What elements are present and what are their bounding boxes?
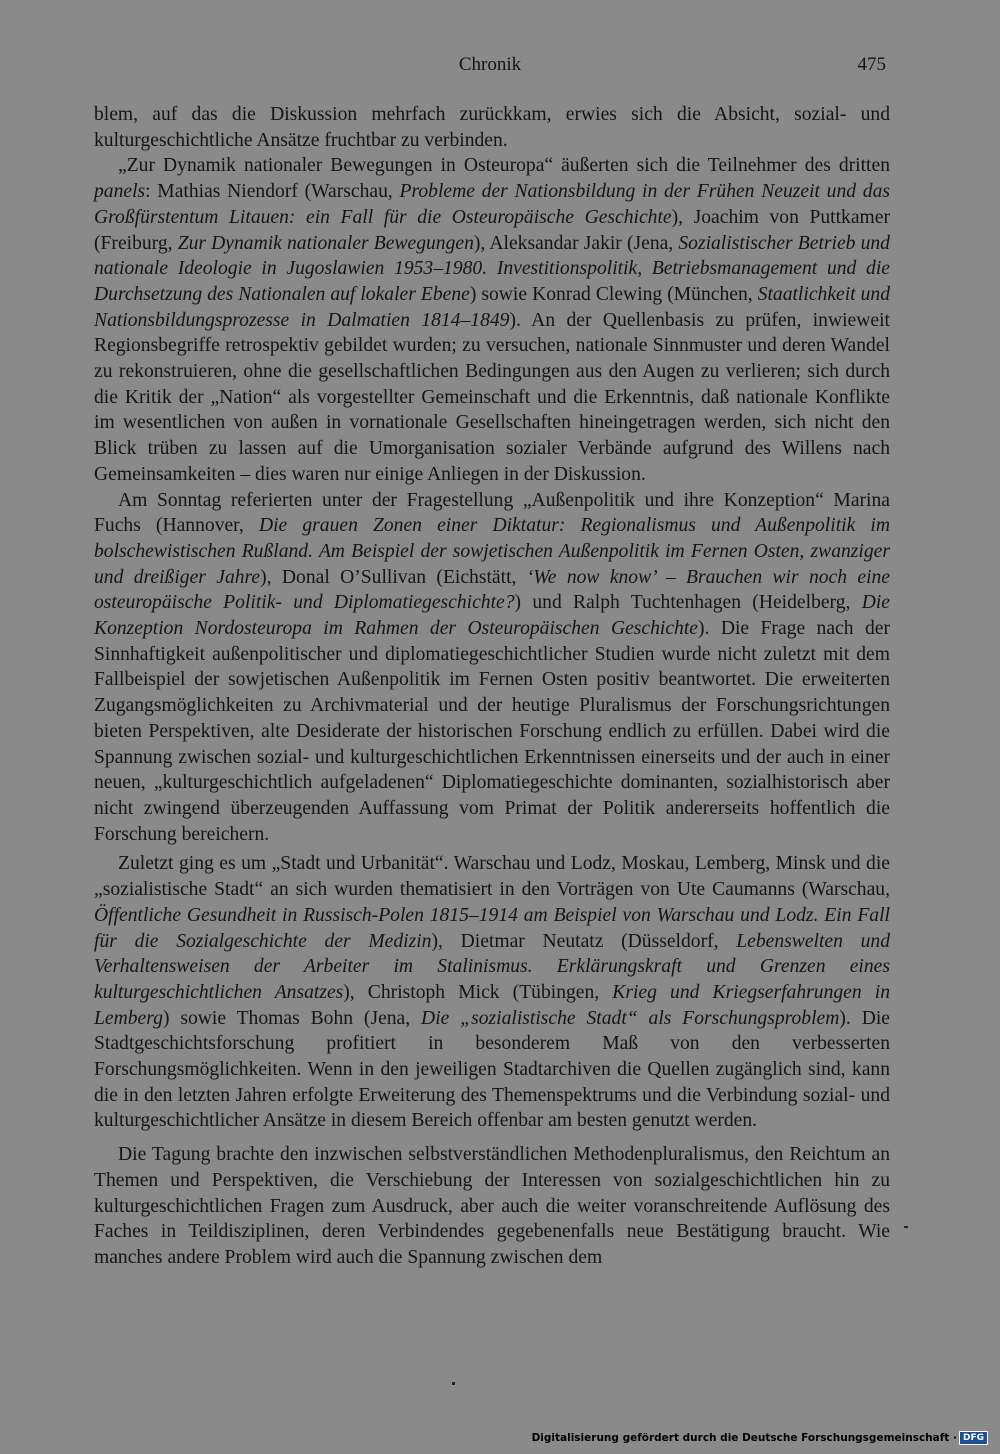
scan-speck [452, 1382, 455, 1385]
paragraph: „Zur Dynamik nationaler Bewegungen in Osteuropa“ äußerten sich die Teilnehmer des dritten panels: Mathias Niendorf (Warschau, Probleme der Nationsbildung in der Frühen Neuzeit und das Großfürstentum Litauen: ein Fall für die Osteuropäische Geschichte), Joachim von Puttkamer (Freiburg, Zur Dynamik nationaler Bewegungen), Aleksandar Jakir (Jena, Sozialistischer Betrieb und nationale Ideologie in Jugoslawien 1953–1980. Investitionspolitik, Betriebsmanagement und die Durchsetzung des Nationalen auf lokaler Ebene) sowie Konrad Clewing (München, Staatlichkeit und Nationsbildungsprozesse in Dalmatien 1814–1849). An der Quellenbasis zu prüfen, inwieweit Regionsbegriffe retrospektiv gebildet wurden; zu versuchen, nationale Sinnmuster und deren Wandel zu rekonstruieren, ohne die gesellschaftlichen Bedingungen aus den Augen zu verlieren; sich durch die Kritik der „Nation“ als vorgestellter Gemeinschaft und die Erkenntnis, daß nationale Konflikte im wesentlichen von außen in vornationale Gesellschaften hineingetragen werden, sich nicht den Blick trüben zu lassen auf die Umorganisation sozialer Verbände aufgrund des Willens nach Gemeinsamkeiten – dies waren nur einige Anliegen in der Diskussion. [94, 155, 891, 485]
body-text [94, 102, 890, 1271]
running-header [94, 54, 886, 80]
dfg-logo-icon: DFG [959, 1431, 988, 1445]
digitization-footer [532, 1430, 988, 1446]
paragraph: Zuletzt ging es um „Stadt und Urbanität“. Warschau und Lodz, Moskau, Lemberg, Minsk und die „sozialistische Stadt“ an sich wurden thematisiert in den Vorträgen von Ute Caumanns (Warschau, Öffentliche Gesundheit in Russisch-Polen 1815–1914 am Beispiel von Warschau und Lodz. Ein Fall für die Sozialgeschichte der Medizin), Dietmar Neutatz (Düsseldorf, Lebenswelten und Verhaltensweisen der Arbeiter im Stalinismus. Erklärungskraft und Grenzen eines kulturgeschichtlichen Ansatzes), Christoph Mick (Tübingen, Krieg und Kriegserfahrungen in Lemberg) sowie Thomas Bohn (Jena, Die „sozialistische Stadt“ als Forschungsproblem). Die Stadtgeschichtsforschung profitiert in besonderem Maß von den verbesserten Forschungsmöglichkeiten. Wenn in den jeweiligen Stadtarchiven die Quellen zugänglich sind, kann die in den letzten Jahren erfolgte Erweiterung des Themenspektrums und die Verbindung sozial- und kulturgeschichtlicher Ansätze in diesem Bereich offenbar am besten genutzt werden. [94, 853, 891, 1132]
scan-speck [904, 1226, 908, 1228]
paragraph: Am Sonntag referierten unter der Fragestellung „Außenpolitik und ihre Konzeption“ Marina Fuchs (Hannover, Die grauen Zonen einer Diktatur: Regionalismus und Außenpolitik im bolschewistischen Rußland. Am Beispiel der sowjetischen Außenpolitik im Fernen Osten, zwanziger und dreißiger Jahre), Donal O’Sullivan (Eichstätt, ‘We now know’ – Brauchen wir noch eine osteuropäische Politik- und Diplomatiegeschichte?) und Ralph Tuchtenhagen (Heidelberg, Die Konzeption Nordosteuropa im Rahmen der Osteuropäischen Geschichte). Die Frage nach der Sinnhaftigkeit außenpolitischer und diplomatiegeschichtlicher Studien wurde nicht zuletzt mit dem Fallbeispiel der sowjetischen Außenpolitik im Fernen Osten positiv beantwortet. Die erweiterten Zugangsmöglichkeiten zu Archivmaterial und der heutige Pluralismus der Forschungsrichtungen bieten Perspektiven, alte Desiderate der historischen Forschung endlich zu erfüllen. Dabei wird die Spannung zwischen sozial- und kulturgeschichtlichen Erkenntnissen einerseits und der auch in einer neuen, „kulturgeschichtlich aufgeladenen“ Diplomatiegeschichte dominanten, sozialhistorisch aber nicht zwingend überzeugenden Auffassung vom Primat der Politik andererseits hoffentlich die Forschung bereichern. [94, 489, 890, 845]
section-title: Chronik [458, 54, 522, 75]
page-number: 475 [857, 54, 886, 75]
paragraph: Die Tagung brachte den inzwischen selbstverständlichen Methodenpluralismus, den Reichtum an Themen und Perspektiven, die Verschiebung der Interessen von sozialgeschichtlichen hin zu kulturgeschichtlichen Fragen zum Ausdruck, aber auch die weiter voranschreitende Auflösung des Faches in Teildisziplinen, deren Verbindendes gegebenenfalls neue Bestätigung braucht. Wie manches andere Problem wird auch die Spannung zwischen dem [94, 1144, 890, 1268]
paragraph: blem, auf das die Diskussion mehrfach zurückkam, erwies sich die Absicht, sozial- und kulturgeschichtliche Ansätze fruchtbar zu verbinden. [94, 104, 890, 151]
footer-text: Digitalisierung gefördert durch die Deutsche Forschungsgemeinschaft · [531, 1432, 957, 1444]
